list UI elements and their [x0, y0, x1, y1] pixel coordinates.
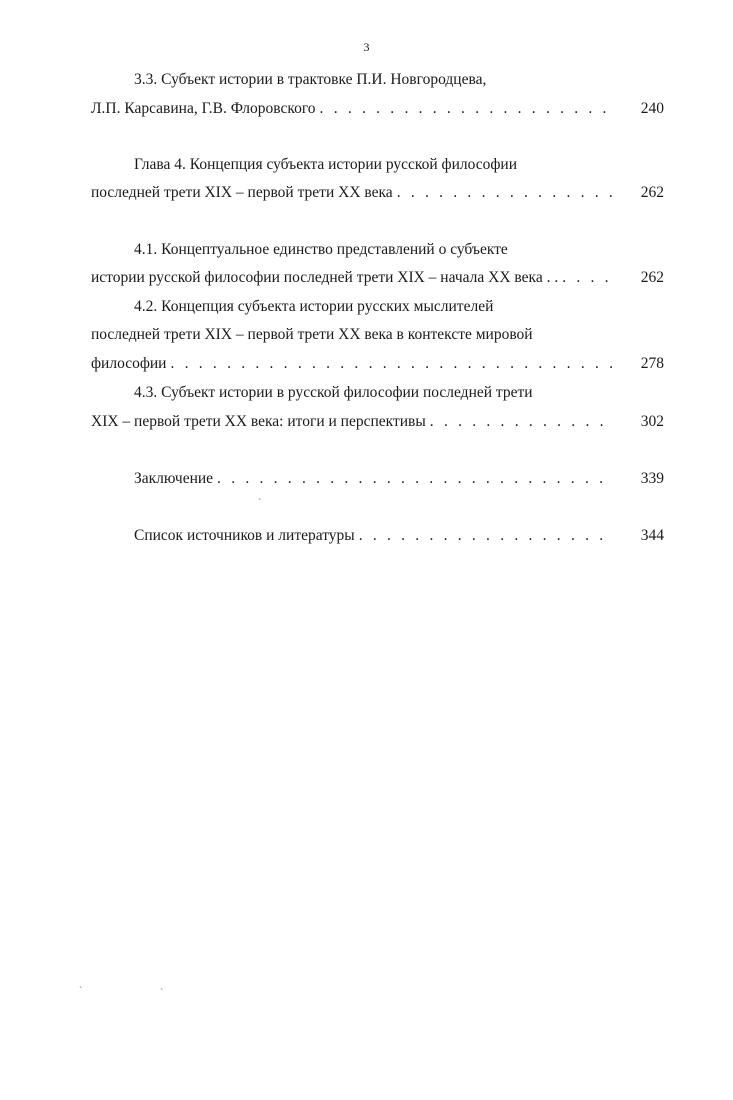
toc-chapter-4-title: Глава 4. Концепция субъекта истории русской философии	[134, 156, 518, 173]
toc-entry-4-2-page: 278	[640, 355, 664, 372]
dot-leader	[320, 99, 614, 119]
dot-leader	[359, 526, 614, 546]
toc-entry-3-3-title-cont: Л.П. Карсавина, Г.В. Флоровского	[91, 100, 316, 117]
toc-chapter-4[interactable]	[91, 183, 664, 203]
toc-entry-4-1[interactable]	[91, 268, 664, 288]
toc-entry-3-3[interactable]	[91, 99, 664, 119]
dot-leader	[170, 354, 614, 374]
dot-leader	[397, 183, 614, 203]
toc-entry-4-2-title-mid: последней трети XIX – первой трети XX века в контексте мировой	[91, 326, 533, 343]
toc-entry-4-1-page: 262	[640, 269, 664, 286]
page-number: 3	[363, 40, 370, 54]
toc-conclusion-page: 339	[640, 470, 664, 487]
toc-entry-4-3-title-cont: XIX – первой трети XX века: итоги и перспективы	[91, 413, 426, 430]
toc-chapter-4-page: 262	[640, 184, 664, 201]
scan-speck: ˋ	[160, 988, 164, 999]
scan-speck: ˋ	[79, 986, 83, 997]
toc-bibliography-title: Список источников и литературы	[134, 527, 355, 544]
toc-chapter-4-title-cont: последней трети XIX – первой трети XX века	[91, 184, 393, 201]
toc-entry-4-1-title: 4.1. Концептуальное единство представлений о субъекте	[134, 241, 508, 258]
scan-speck: ˋ	[258, 498, 262, 509]
toc-entry-4-3-page: 302	[640, 413, 664, 430]
toc-bibliography-page: 344	[640, 527, 664, 544]
toc-entry-4-1-title-cont: истории русской философии последней трети XIX – начала XX века . .	[91, 269, 559, 286]
toc-conclusion-title: Заключение	[134, 470, 214, 487]
toc-entry-4-2[interactable]	[91, 354, 664, 374]
toc-entry-4-3-title: 4.3. Субъект истории в русской философии последней трети	[134, 384, 533, 401]
toc-conclusion[interactable]	[134, 469, 664, 489]
dot-leader	[430, 412, 614, 432]
toc-entry-3-3-page: 240	[640, 100, 664, 117]
toc-entry-4-3[interactable]	[91, 412, 664, 432]
toc-entry-4-2-title: 4.2. Концепция субъекта истории русских мыслителей	[134, 298, 494, 315]
toc-entry-3-3-title: 3.3. Субъект истории в трактовке П.И. Новгородцева,	[134, 71, 487, 88]
toc-bibliography[interactable]	[134, 526, 664, 546]
dot-leader	[217, 469, 614, 489]
dot-leader	[562, 268, 614, 288]
toc-entry-4-2-title-cont: философии	[91, 355, 167, 372]
